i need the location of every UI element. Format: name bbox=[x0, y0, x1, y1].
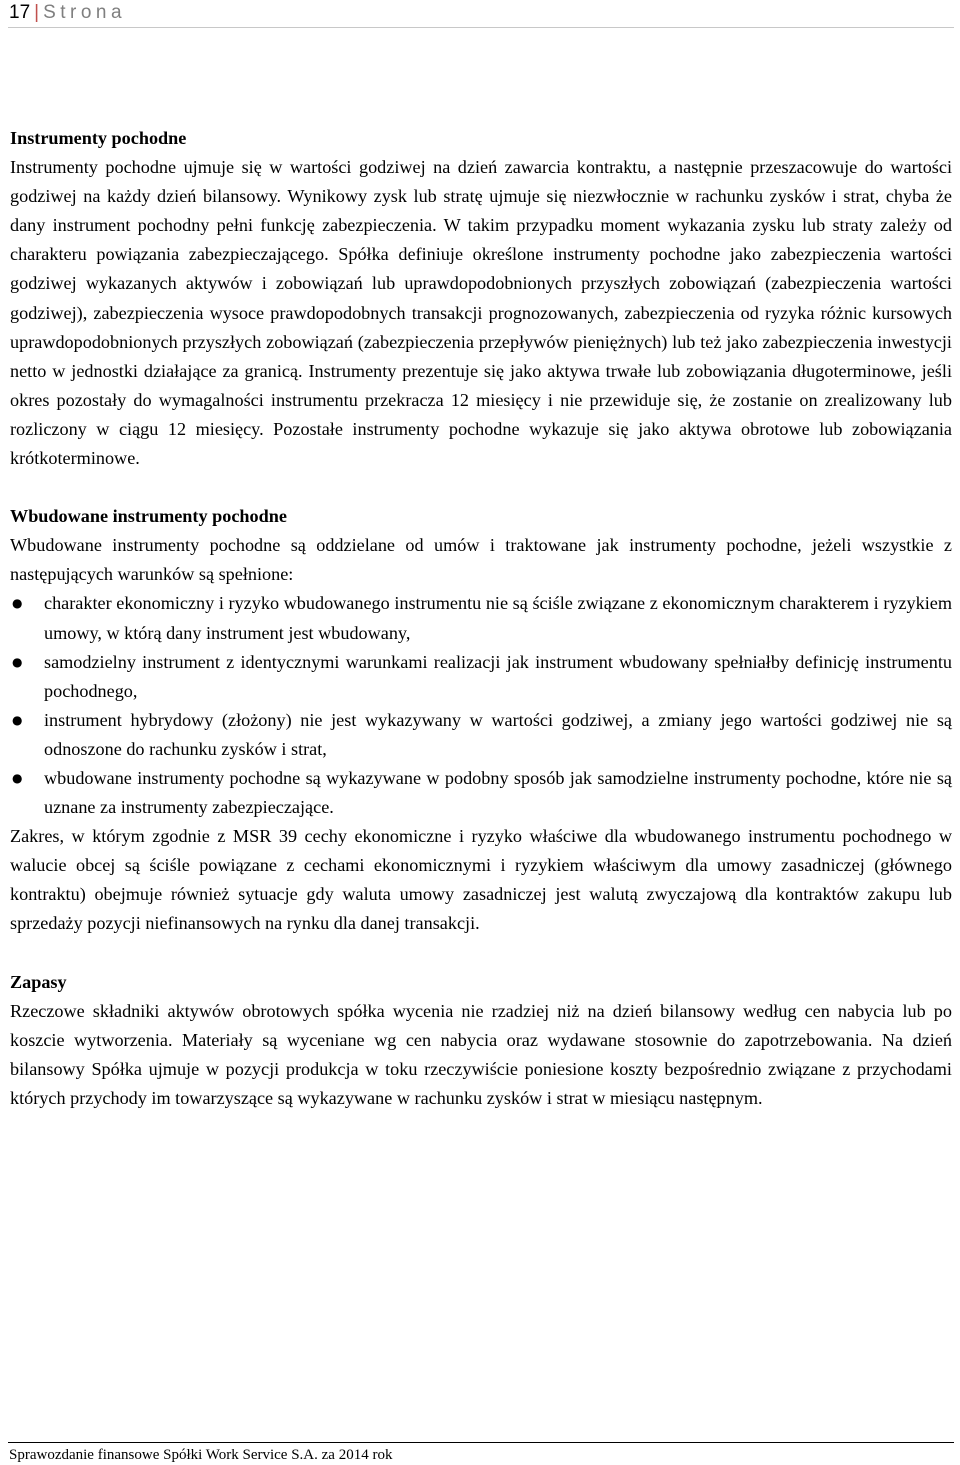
list-item bbox=[10, 648, 952, 706]
section-heading: Zapasy bbox=[10, 971, 67, 992]
list-item bbox=[10, 764, 952, 822]
page-number: 17 bbox=[9, 2, 31, 23]
bullet-icon: ● bbox=[12, 596, 23, 611]
page-word: Strona bbox=[43, 2, 127, 23]
bullet-icon: ● bbox=[12, 770, 23, 785]
list-item-text: instrument hybrydowy (złożony) nie jest wykazywany w wartości godziwej, a zmiany jego wartości godziwej nie są odnoszone do rachunku zysków i strat, bbox=[44, 709, 952, 759]
section-embedded-derivatives bbox=[10, 502, 952, 938]
page-footer: Sprawozdanie finansowe Spółki Work Service S.A. za 2014 rok bbox=[9, 1447, 393, 1463]
section-paragraph: Wbudowane instrumenty pochodne są oddzielane od umów i traktowane jak instrumenty pochodne, jeżeli wszystkie z następujących warunków są spełnione: bbox=[10, 535, 952, 585]
bullet-icon: ● bbox=[12, 712, 23, 727]
section-heading: Instrumenty pochodne bbox=[10, 128, 187, 148]
page-header bbox=[9, 0, 126, 25]
section-heading: Wbudowane instrumenty pochodne bbox=[10, 506, 287, 527]
spacer bbox=[10, 939, 952, 968]
header-divider bbox=[8, 27, 954, 28]
conditions-list bbox=[10, 589, 952, 822]
header-separator: | bbox=[34, 2, 40, 23]
bullet-icon: ● bbox=[12, 654, 23, 669]
list-item bbox=[10, 589, 952, 647]
section-inventory bbox=[10, 968, 952, 1113]
section-paragraph: Instrumenty pochodne ujmuje się w wartości godziwej na dzień zawarcia kontraktu, a następnie przeszacowuje do wartości godziwej na każdy dzień bilansowy. Wynikowy zysk lub stratę ujmuje się niezwłocznie w rachunku zysków i strat, chyba że dany instrument pochodny pełni funkcję zabezpieczenia. W takim przypadku moment wykazania zysku lub straty zależy od charakteru powiązania zabezpieczającego. Spółka definiuje określone instrumenty pochodne jako zabezpieczenia wartości godziwej wykazanych aktywów i zobowiązań lub uprawdopodobnionych przyszłych zobowiązań (zabezpieczenia wartości godziwej), zabezpieczenia wysoce prawdopodobnych transakcji prognozowanych, zabezpieczenia od ryzyka różnic kursowych uprawdopodobnionych przyszłych zobowiązań (zabezpieczenia przepływów pieniężnych) lub też jako zabezpieczenia inwestycji netto w jednostki działające za granicą. Instrumenty prezentuje się jako aktywa trwałe lub zobowiązania długoterminowe, jeśli okres pozostały do wymagalności instrumentu przekracza 12 miesięcy i nie przewiduje się, że zostanie on zrealizowany lub rozliczony w ciągu 12 miesięcy. Pozostałe instrumenty pochodne wykazuje się jako aktywa obrotowe lub zobowiązania krótkoterminowe. bbox=[10, 157, 952, 469]
section-paragraph: Rzeczowe składniki aktywów obrotowych spółka wycenia nie rzadziej niż na dzień bilansowy według cen nabycia lub po koszcie wytworzenia. Materiały są wyceniane wg cen nabycia oraz wydawane stosownie do zapotrzebowania. Na dzień bilansowy Spółka ujmuje w pozycji produkcja w toku rzeczywiście poniesione koszty bezpośrednio związane z przychodami których przychody im towarzyszące są wykazywane w rachunku zysków i strat w miesiącu następnym. bbox=[10, 1000, 952, 1108]
list-item-text: charakter ekonomiczny i ryzyko wbudowanego instrumentu nie są ściśle związane z ekonomicznym charakterem i ryzykiem umowy, w którą dany instrument jest wbudowany, bbox=[44, 593, 952, 643]
list-item bbox=[10, 706, 952, 764]
section-paragraph: Zakres, w którym zgodnie z MSR 39 cechy ekonomiczne i ryzyko właściwe dla wbudowanego instrumentu pochodnego w walucie obcej są ściśle powiązane z cechami ekonomicznymi i ryzykiem właściwym dla umowy zasadniczej (głównego kontraktu) obejmuje również sytuacje gdy waluta umowy zasadniczej jest walutą zwyczajową dla kontraktów zakupu lub sprzedaży pozycji niefinansowych na rynku dla danej transakcji. bbox=[10, 826, 952, 934]
list-item-text: wbudowane instrumenty pochodne są wykazywane w podobny sposób jak samodzielne instrumenty pochodne, które nie są uznane za instrumenty zabezpieczające. bbox=[44, 767, 952, 818]
footer-divider bbox=[8, 1442, 954, 1443]
list-item-text: samodzielny instrument z identycznymi warunkami realizacji jak instrument wbudowany spełniałby definicję instrumentu pochodnego, bbox=[44, 651, 952, 701]
spacer bbox=[10, 473, 952, 502]
document-body bbox=[10, 124, 952, 1113]
section-derivatives bbox=[10, 124, 952, 473]
